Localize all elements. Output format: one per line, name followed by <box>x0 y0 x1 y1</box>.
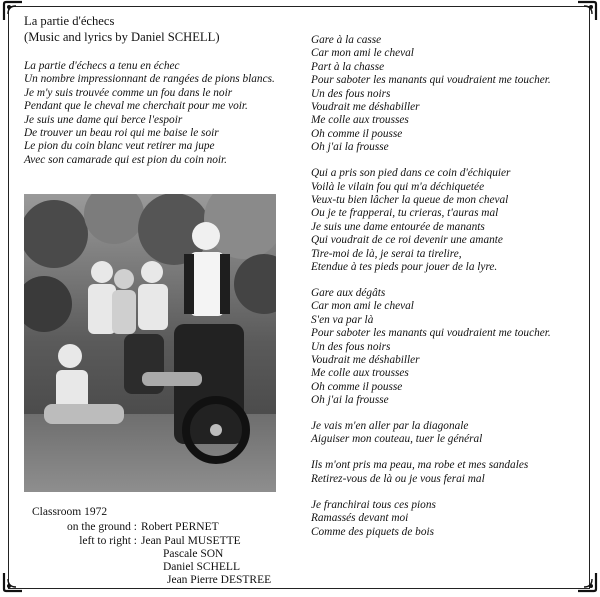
caption-name: Daniel SCHELL <box>163 561 240 574</box>
caption-title: Classroom 1972 <box>32 506 108 518</box>
band-photo <box>24 194 276 492</box>
stanza <box>311 167 591 274</box>
stanza <box>311 34 591 155</box>
verse-line: Etendue à tes pieds pour jouer de la lyre. <box>311 261 498 273</box>
song-title-block <box>24 14 220 45</box>
verse-line: Je suis une dame qui berce l'espoir <box>24 113 183 126</box>
verse-line: Qui voudrait de ce roi devenir une amante <box>311 234 503 247</box>
verse-line: Car mon ami le cheval <box>311 300 414 313</box>
caption-ltr-label: left to right : <box>79 534 137 547</box>
verse-line: Tire-moi de là, je serai ta tirelire, <box>311 247 462 260</box>
verse-line: Oh comme il pousse <box>311 127 403 140</box>
verse-line: Le pion du coin blanc veut retirer ma jupe <box>24 140 215 153</box>
verse-line: Car mon ami le cheval <box>311 47 414 60</box>
verse-line: Ou je te frapperai, tu crieras, t'auras mal <box>311 207 499 220</box>
corner-ornament-icon <box>576 571 598 593</box>
verse-line: Oh j'ai la frousse <box>311 141 389 154</box>
stanza <box>311 420 591 447</box>
song-credits: (Music and lyrics by Daniel SCHELL) <box>24 29 220 44</box>
verse-line: Avec son camarade qui est pion du coin noir. <box>24 153 228 166</box>
verse-line: Je franchirai tous ces pions <box>311 498 436 511</box>
corner-ornament-icon <box>2 571 24 593</box>
caption-ground-label: on the ground : <box>67 521 137 534</box>
verse-line: La partie d'échecs a tenu en échec <box>24 60 180 72</box>
song-title: La partie d'échecs <box>24 14 115 28</box>
verse-line: Voilà le vilain fou qui m'a déchiquetée <box>311 180 485 193</box>
verse-line: Gare aux dégâts <box>311 286 386 299</box>
verse-line: Aiguiser mon couteau, tuer le général <box>311 433 483 446</box>
verse-line: Pendant que le cheval me cherchait pour me voir. <box>24 100 248 113</box>
verse-line: Ramassés devant moi <box>311 512 409 525</box>
verse-line: Part à la chasse <box>311 60 385 73</box>
lyrics-column <box>311 34 591 551</box>
verse-line: Un des fous noirs <box>311 87 391 100</box>
verse-line: Un des fous noirs <box>311 340 391 353</box>
verse-line: Comme des piquets de bois <box>311 525 434 538</box>
verse-line: S'en va par là <box>311 313 374 326</box>
caption-ground-name: Robert PERNET <box>141 521 219 534</box>
caption-name: Pascale SON <box>163 547 224 560</box>
caption-ltr-row <box>32 535 271 588</box>
verse-line: Voudrait me déshabiller <box>311 353 420 366</box>
verse-line: Me colle aux trousses <box>311 367 409 380</box>
caption-name: Jean Pierre DESTREE <box>167 574 272 587</box>
caption-ground-row <box>32 521 271 534</box>
verse-line: Je m'y suis trouvée comme un fou dans le noir <box>24 86 233 99</box>
photo-caption <box>32 506 271 588</box>
caption-name: Jean Paul MUSETTE <box>141 534 241 547</box>
verse-line: Oh j'ai la frousse <box>311 394 389 407</box>
verse-line: Qui a pris son pied dans ce coin d'échiquier <box>311 167 511 180</box>
corner-ornament-icon <box>576 0 598 22</box>
verse-line: De trouver un beau roi qui me baise le soir <box>24 127 219 140</box>
verse-line: Je suis une dame entourée de manants <box>311 220 485 233</box>
stanza <box>311 499 591 539</box>
verse-line: Me colle aux trousses <box>311 114 409 127</box>
verse-line: Voudrait me déshabiller <box>311 101 420 114</box>
verse-line: Un nombre impressionnant de rangées de pions blancs. <box>24 73 275 86</box>
verse-line: Gare à la casse <box>311 34 382 46</box>
verse-line: Je vais m'en aller par la diagonale <box>311 420 469 433</box>
verse-line: Pour saboter les manants qui voudraient me toucher. <box>311 74 551 87</box>
verse-line: Oh comme il pousse <box>311 380 403 393</box>
corner-ornament-icon <box>2 0 24 22</box>
verse-line: Retirez-vous de là ou je vous ferai mal <box>311 472 485 485</box>
verse-line: Veux-tu bien lâcher la queue de mon cheval <box>311 193 509 206</box>
stanza <box>311 287 591 408</box>
intro-verse <box>24 60 314 167</box>
verse-line: Pour saboter les manants qui voudraient me toucher. <box>311 327 551 340</box>
stanza <box>311 459 591 486</box>
verse-line: Ils m'ont pris ma peau, ma robe et mes sandales <box>311 459 529 472</box>
